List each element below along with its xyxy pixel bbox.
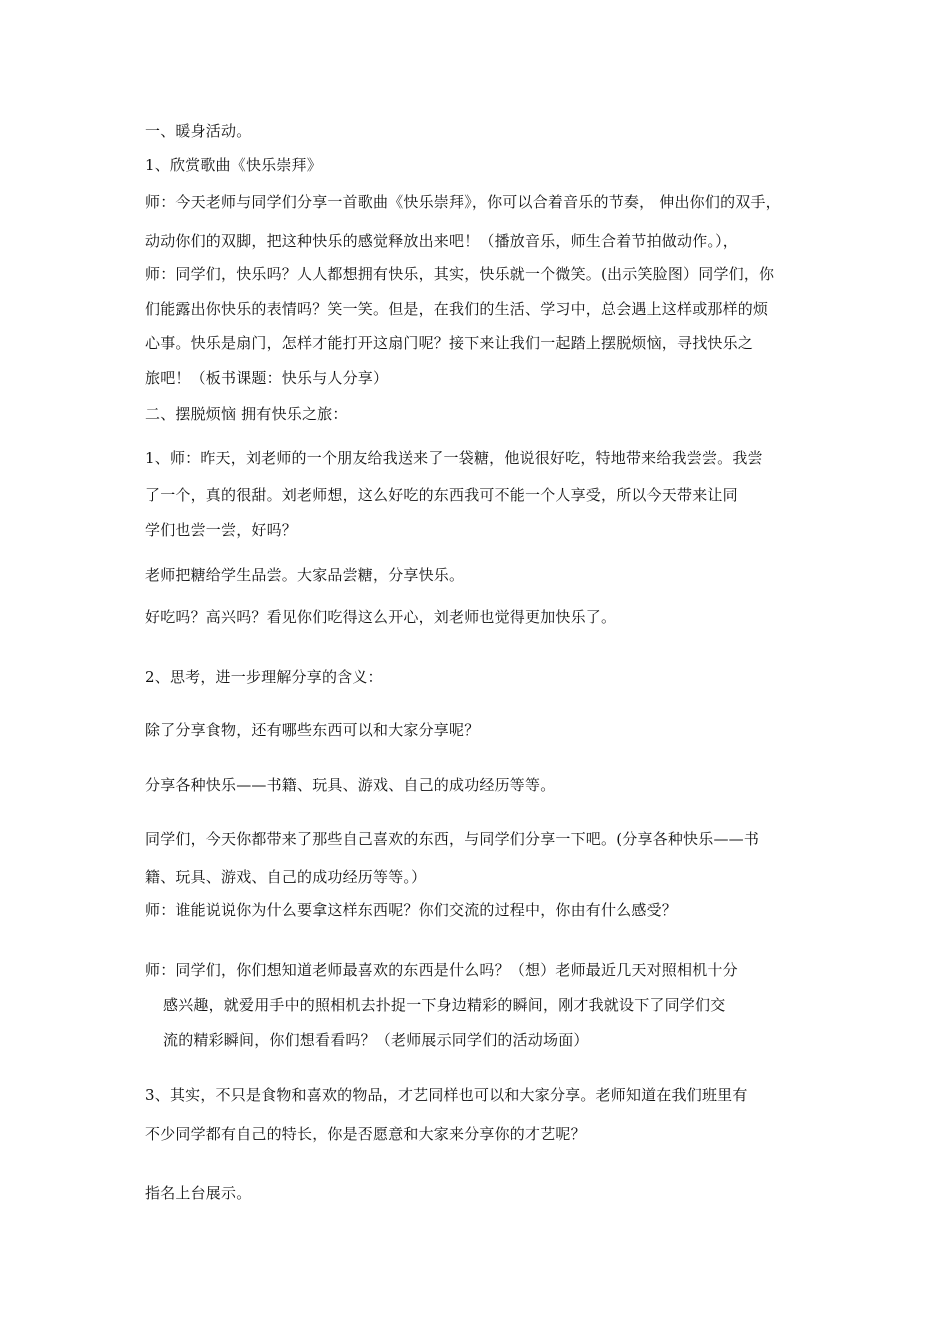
paragraph-line: 感兴趣，就爱用手中的照相机去扑捉一下身边精彩的瞬间，刚才我就设下了同学们交 — [163, 996, 726, 1014]
step-heading-song: 1、欣赏歌曲《快乐崇拜》 — [145, 156, 322, 174]
paragraph-line: 好吃吗？高兴吗？看见你们吃得这么开心，刘老师也觉得更加快乐了。 — [145, 608, 617, 626]
paragraph-line: 师：谁能说说你为什么要拿这样东西呢？你们交流的过程中，你由有什么感受？ — [145, 901, 678, 919]
paragraph-line: 师：今天老师与同学们分享一首歌曲《快乐崇拜》，你可以合着音乐的节奏， 伸出你们的双手， — [145, 193, 781, 211]
paragraph-line: 了一个，真的很甜。刘老师想，这么好吃的东西我可不能一个人享受，所以今天带来让同 — [145, 486, 738, 504]
paragraph-line: 流的精彩瞬间，你们想看看吗？（老师展示同学们的活动场面） — [163, 1031, 589, 1049]
paragraph-line: 们能露出你快乐的表情吗？笑一笑。但是，在我们的生活、学习中，总会遇上这样或那样的烦 — [145, 300, 769, 318]
paragraph-line: 分享各种快乐——书籍、玩具、游戏、自己的成功经历等等。 — [145, 776, 556, 794]
step-heading-think: 2、思考，进一步理解分享的含义： — [145, 668, 383, 686]
step-heading-talent: 3、其实，不只是食物和喜欢的物品，才艺同样也可以和大家分享。老师知道在我们班里有 — [145, 1086, 748, 1104]
paragraph-line: 师：同学们，你们想知道老师最喜欢的东西是什么吗？（想）老师最近几天对照相机十分 — [145, 961, 738, 979]
section-heading-warmup: 一、暖身活动。 — [145, 122, 252, 140]
paragraph-line: 不少同学都有自己的特长，你是否愿意和大家来分享你的才艺呢？ — [145, 1125, 586, 1143]
paragraph-line: 同学们，今天你都带来了那些自己喜欢的东西，与同学们分享一下吧。(分享各种快乐——书 — [145, 830, 760, 848]
paragraph-line: 老师把糖给学生品尝。大家品尝糖，分享快乐。 — [145, 566, 465, 584]
paragraph-line: 1、师：昨天，刘老师的一个朋友给我送来了一袋糖，他说很好吃，特地带来给我尝尝。我尝 — [145, 449, 763, 467]
paragraph-line: 指名上台展示。 — [145, 1184, 252, 1202]
paragraph-line: 籍、玩具、游戏、自己的成功经历等等。） — [145, 868, 427, 886]
paragraph-line: 学们也尝一尝，好吗？ — [145, 521, 298, 539]
paragraph-line: 除了分享食物，还有哪些东西可以和大家分享呢？ — [145, 721, 480, 739]
paragraph-line: 旅吧！（板书课题：快乐与人分享） — [145, 369, 389, 387]
section-heading-journey: 二、摆脱烦恼 拥有快乐之旅： — [145, 405, 348, 423]
paragraph-line: 动动你们的双脚，把这种快乐的感觉释放出来吧！（播放音乐，师生合着节拍做动作。）， — [145, 232, 739, 250]
paragraph-line: 师：同学们，快乐吗？人人都想拥有快乐，其实，快乐就一个微笑。(出示笑脸图）同学们，你 — [145, 265, 775, 283]
paragraph-line: 心事。快乐是扇门，怎样才能打开这扇门呢？接下来让我们一起踏上摆脱烦恼，寻找快乐之 — [145, 334, 754, 352]
